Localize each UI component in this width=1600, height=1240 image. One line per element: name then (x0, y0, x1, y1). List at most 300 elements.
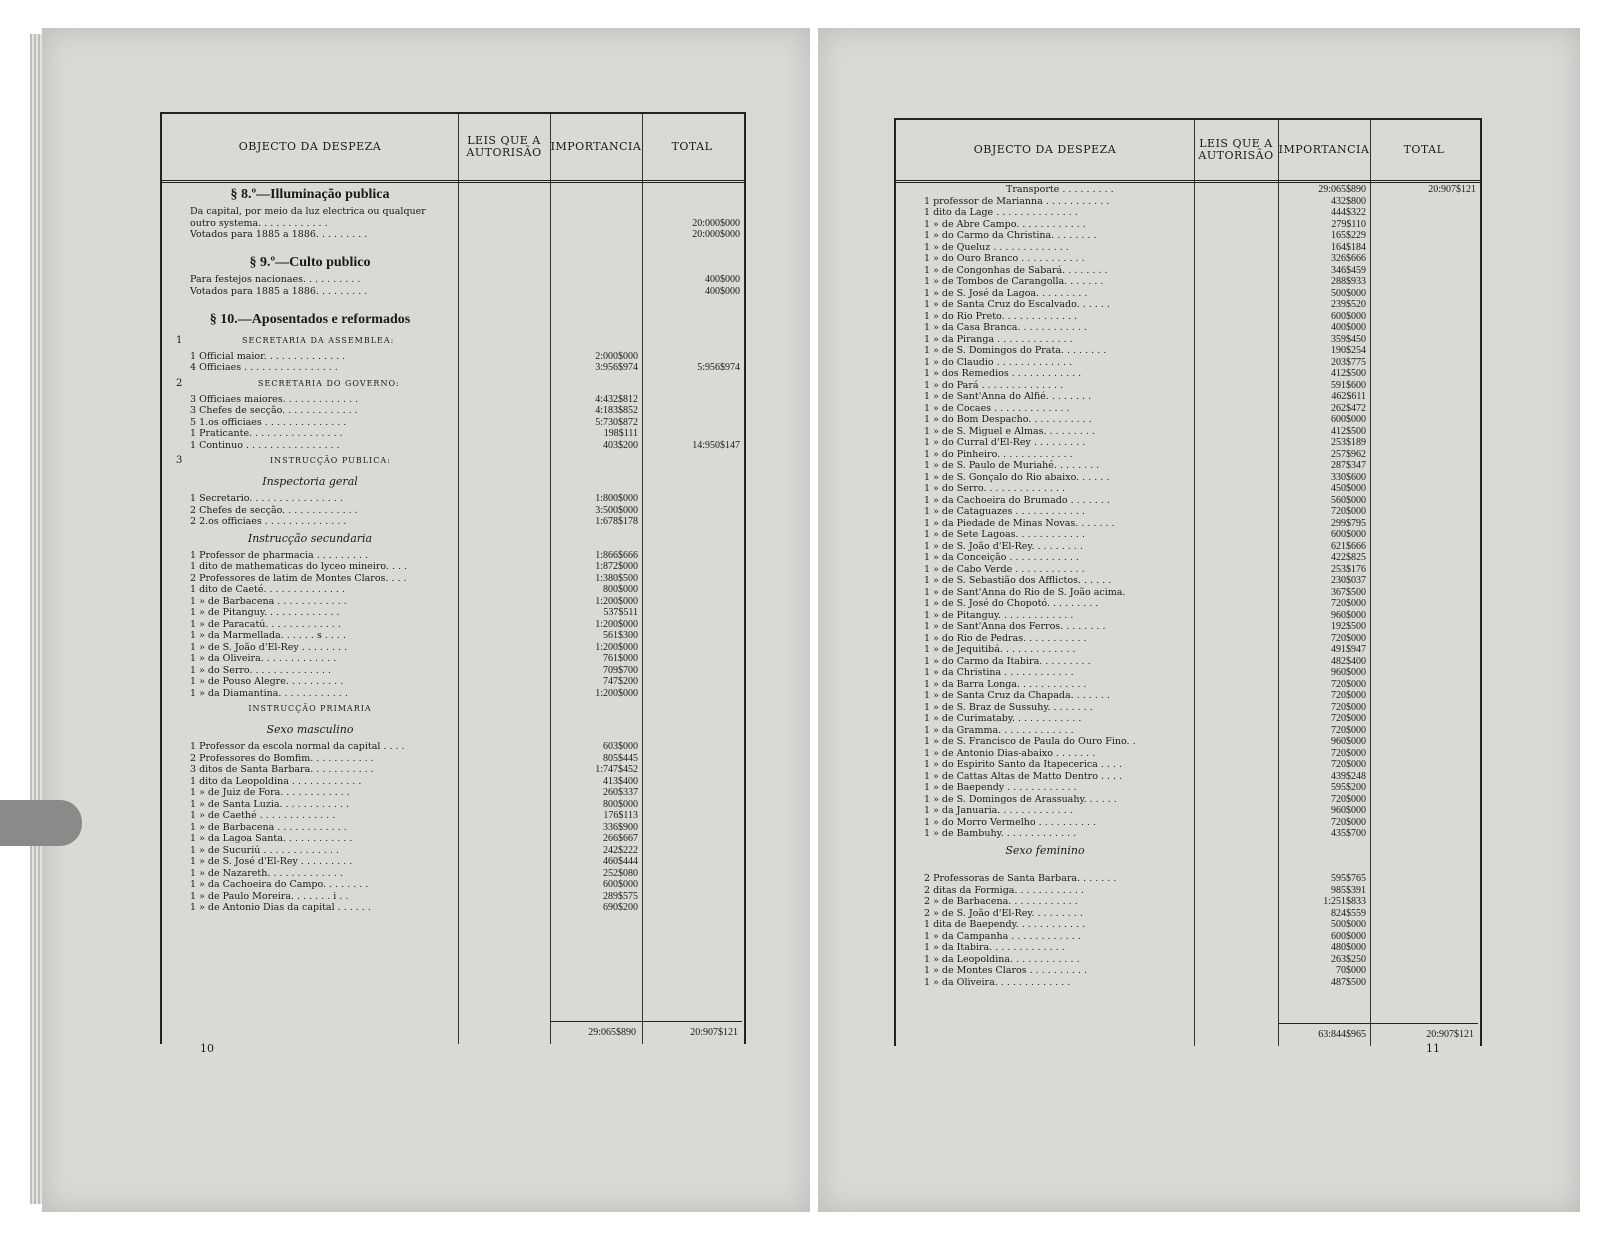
table-row (896, 472, 1480, 484)
table-row (162, 428, 744, 440)
row-description: 1 » de Cabo Verde . . . . . . . . . . . . (924, 563, 1085, 575)
row-description: 1 » de Jequitibá. . . . . . . . . . . . . (924, 644, 1076, 655)
row-importancia: 253$189 (1331, 437, 1366, 448)
row-importancia: 70$000 (1336, 965, 1366, 976)
row-description: 1 » da Diamantina. . . . . . . . . . . . (190, 687, 348, 699)
row-description: 4 Officiaes . . . . . . . . . . . . . . . . (190, 362, 338, 373)
row-description: 1 » de Santa Cruz da Chapada. . . . . . . (924, 690, 1110, 701)
row-importancia: 176$113 (603, 810, 638, 821)
row-importancia: 460$444 (603, 856, 638, 867)
row-description: 1 » de Barbacena . . . . . . . . . . . . (190, 595, 347, 607)
row-importancia: 262$472 (1331, 402, 1366, 414)
row-description: 2 Professoras de Santa Barbara. . . . . . . (924, 873, 1117, 884)
col-header-importancia: IMPORTANCIA (1278, 143, 1370, 156)
row-description: 1 » do Pinheiro. . . . . . . . . . . . . (924, 448, 1073, 460)
table-row (162, 607, 744, 619)
row-description: 2 2.os officiaes . . . . . . . . . . . . . . (190, 516, 347, 527)
row-importancia: 480$000 (1331, 942, 1366, 953)
row-importancia: 4:432$812 (595, 393, 638, 405)
row-importancia: 279$110 (1331, 218, 1366, 230)
row-importancia: 720$000 (1331, 506, 1366, 517)
table-row (162, 440, 744, 452)
col-header-importancia: IMPORTANCIA (550, 140, 642, 153)
table-row (162, 879, 744, 891)
table-row (162, 810, 744, 822)
sec9-line: Para festejos nacionaes. . . . . . . . . . (190, 274, 361, 285)
table-row (896, 391, 1480, 403)
table-row (896, 896, 1480, 908)
table-row (896, 311, 1480, 323)
row-importancia: 1:866$666 (595, 549, 638, 561)
row-description: 3 ditos de Santa Barbara. . . . . . . . . . . (190, 764, 374, 775)
row-importancia: 413$400 (603, 775, 638, 787)
row-description: 1 » de Paracatú. . . . . . . . . . . . . (190, 618, 341, 630)
row-importancia: 346$459 (1331, 264, 1366, 276)
row-description: 1 » do Pará . . . . . . . . . . . . . . (924, 379, 1064, 391)
table-row (896, 276, 1480, 288)
table-row (162, 417, 744, 429)
row-importancia: 367$500 (1331, 586, 1366, 598)
row-description: 1 » de Sant'Anna do Alfié. . . . . . . . (924, 391, 1092, 402)
row-importancia: 257$962 (1331, 448, 1366, 460)
transporte-label: Transporte . . . . . . . . . (1006, 184, 1114, 195)
row-description: 1 » da Piedade de Minas Novas. . . . . . . (924, 517, 1115, 529)
row-description: 1 » de Barbacena . . . . . . . . . . . . (190, 821, 347, 833)
table-row (162, 493, 744, 505)
row-description: 1 » de S. Domingos do Prata. . . . . . . . (924, 345, 1107, 356)
table-row (896, 817, 1480, 829)
left-expense-table (160, 112, 746, 1044)
row-importancia: 600$000 (1331, 310, 1366, 322)
row-importancia: 1:200$000 (595, 618, 638, 630)
row-description: 1 » do Serro. . . . . . . . . . . . . . (924, 483, 1066, 494)
row-description: 3 Chefes de secção. . . . . . . . . . . . . (190, 405, 358, 416)
table-row (162, 764, 744, 776)
table-row (896, 541, 1480, 553)
row-description: 1 » de Cattas Altas de Matto Dentro . . . . (924, 770, 1123, 782)
table-row (162, 822, 744, 834)
group-heading: SECRETARIA DO GOVERNO: (258, 378, 400, 388)
row-description: 2 » de Barbacena. . . . . . . . . . . . (924, 896, 1078, 907)
row-importancia: 595$765 (1331, 873, 1366, 884)
row-importancia: 287$347 (1331, 460, 1366, 471)
table-row (896, 748, 1480, 760)
table-row (162, 868, 744, 880)
row-description: 1 » de Sant'Anna dos Ferros. . . . . . . . (924, 621, 1106, 632)
row-importancia: 720$000 (1331, 690, 1366, 701)
row-importancia: 299$795 (1331, 517, 1366, 529)
row-description: 1 » de Abre Campo. . . . . . . . . . . . (924, 218, 1086, 230)
row-importancia: 709$700 (603, 664, 638, 676)
row-description: 1 » do Ouro Branco . . . . . . . . . . . (924, 253, 1085, 264)
table-row (162, 845, 744, 857)
right-expense-table (894, 118, 1482, 1046)
row-description: 5 1.os officiaes . . . . . . . . . . . . . . (190, 416, 347, 428)
row-description: 1 » de S. José d'El-Rey . . . . . . . . . (190, 856, 353, 867)
table-row (896, 771, 1480, 783)
row-importancia: 164$184 (1331, 241, 1366, 253)
row-importancia: 239$520 (1331, 299, 1366, 310)
row-importancia: 537$511 (603, 607, 638, 618)
row-description: 1 » do Curral d'El-Rey . . . . . . . . . (924, 437, 1086, 448)
table-row (162, 505, 744, 517)
table-row (896, 794, 1480, 806)
row-importancia: 482$400 (1331, 655, 1366, 667)
sec8-line: Votados para 1885 a 1886. . . . . . . . . (190, 229, 368, 240)
row-description: 2 Professores do Bomfim. . . . . . . . . . . (190, 752, 374, 764)
col-header-objecto: OBJECTO DA DESPEZA (238, 140, 382, 153)
table-row (162, 741, 744, 753)
row-importancia: 326$666 (1331, 253, 1366, 264)
row-description: 2 Chefes de secção. . . . . . . . . . . . . (190, 504, 358, 516)
row-description: 1 » de Pitanguy. . . . . . . . . . . . . (190, 607, 340, 618)
table-row (162, 676, 744, 688)
row-importancia: 165$229 (1331, 230, 1366, 241)
group-heading: SECRETARIA DA ASSEMBLEA: (242, 335, 395, 345)
row-description: 1 » de S. João d'El-Rey. . . . . . . . . (924, 540, 1083, 552)
table-row (162, 405, 744, 417)
table-row (896, 299, 1480, 311)
row-importancia: 203$775 (1331, 356, 1366, 368)
table-row (896, 782, 1480, 794)
table-row (896, 322, 1480, 334)
row-importancia: 720$000 (1331, 759, 1366, 770)
table-row (896, 437, 1480, 449)
row-importancia: 500$000 (1331, 287, 1366, 299)
row-importancia: 1:380$500 (595, 572, 638, 584)
row-description: 1 » de Tombos de Carangolla. . . . . . . (924, 276, 1104, 287)
row-description: 1 Continuo . . . . . . . . . . . . . . . . (190, 439, 340, 451)
table-row (896, 736, 1480, 748)
table-row (162, 799, 744, 811)
section-9-title: § 9.º—Culto publico (249, 255, 371, 270)
transporte-total: 20:907$121 (1428, 184, 1476, 195)
table-row (896, 931, 1480, 943)
row-importancia: 266$667 (603, 833, 638, 844)
table-row (896, 334, 1480, 346)
row-importancia: 444$322 (1331, 207, 1366, 218)
table-row (896, 873, 1480, 885)
row-importancia: 359$450 (1331, 333, 1366, 345)
row-description: 1 » de S. João d'El-Rey . . . . . . . . (190, 641, 348, 653)
row-description: 1 » da Piranga . . . . . . . . . . . . . (924, 333, 1073, 345)
table-row (896, 828, 1480, 840)
row-importancia: 422$825 (1331, 552, 1366, 563)
row-description: 1 dito de Caeté. . . . . . . . . . . . . . (190, 584, 345, 595)
page-sum-importancia: 63:844$965 (1318, 1029, 1366, 1040)
row-description: 1 » de S. Francisco de Paula do Ouro Fino. . (924, 736, 1136, 747)
table-row (896, 483, 1480, 495)
row-description: 1 » do Serro. . . . . . . . . . . . . . (190, 664, 332, 676)
group-number: 3 (176, 455, 184, 466)
table-row (896, 885, 1480, 897)
sec9-total-voted: 400$000 (705, 285, 740, 297)
row-description: 1 » de Sete Lagoas. . . . . . . . . . . . (924, 529, 1085, 540)
table-row (162, 753, 744, 765)
row-description: 1 » de Montes Claros . . . . . . . . . . (924, 965, 1088, 976)
row-description: 1 » de Congonhas de Sabará. . . . . . . . (924, 264, 1108, 276)
row-description: 1 professor de Marianna . . . . . . . . . . . (924, 195, 1110, 207)
table-row (896, 759, 1480, 771)
row-importancia: 600$000 (603, 879, 638, 890)
col-header-objecto: OBJECTO DA DESPEZA (973, 143, 1117, 156)
table-row (896, 368, 1480, 380)
row-description: 1 » de Caethé . . . . . . . . . . . . . (190, 810, 336, 821)
row-description: 1 » de Paulo Moreira. . . . . . . i . . (190, 890, 349, 902)
row-description: 1 » de Curimataby. . . . . . . . . . . . (924, 713, 1082, 724)
row-description: 1 » do Carmo da Christina. . . . . . . . (924, 230, 1097, 241)
right-table-body (896, 184, 1480, 988)
row-description: 1 » do Morro Vermelho . . . . . . . . . . (924, 816, 1097, 828)
sec9-line: Votados para 1885 a 1886. . . . . . . . . (190, 285, 368, 297)
row-importancia: 288$933 (1331, 276, 1366, 287)
table-header (162, 114, 744, 183)
row-description: 1 » da Oliveira. . . . . . . . . . . . . (190, 653, 337, 664)
row-importancia: 3:956$974 (595, 362, 638, 373)
row-description: 2 » de S. João d'El-Rey. . . . . . . . . (924, 907, 1083, 919)
row-description: 1 » de S. Braz de Sussuhy. . . . . . . . (924, 701, 1093, 713)
table-row (162, 891, 744, 903)
row-description: 1 » de Nazareth. . . . . . . . . . . . . (190, 867, 343, 879)
table-row (162, 630, 744, 642)
row-description: 1 » de Juiz de Fora. . . . . . . . . . . . (190, 787, 350, 798)
row-importancia: 960$000 (1331, 667, 1366, 678)
table-row (896, 977, 1480, 989)
row-importancia: 432$800 (1331, 195, 1366, 207)
table-row (162, 653, 744, 665)
row-description: 1 » de S. Miguel e Almas. . . . . . . . . (924, 425, 1095, 437)
row-description: 1 » da Januaria. . . . . . . . . . . . . (924, 805, 1073, 816)
table-row (162, 362, 744, 374)
row-importancia: 462$611 (1331, 391, 1366, 402)
row-description: 1 » de Santa Luzia. . . . . . . . . . . . (190, 798, 349, 810)
sum-rule (1278, 1023, 1370, 1024)
subsection-heading: Sexo masculino (266, 723, 354, 736)
section-8-title: § 8.º—Illuminação publica (230, 187, 390, 202)
page-sum-importancia: 29:065$890 (588, 1027, 636, 1038)
row-importancia: 412$500 (1331, 368, 1366, 379)
table-row (896, 380, 1480, 392)
row-importancia: 720$000 (1331, 598, 1366, 609)
row-importancia: 260$337 (603, 787, 638, 798)
row-description: 1 » da Oliveira. . . . . . . . . . . . . (924, 976, 1071, 988)
row-importancia: 720$000 (1331, 793, 1366, 805)
sum-rule (550, 1021, 642, 1022)
row-importancia: 600$000 (1331, 529, 1366, 540)
col-header-leis: LEIS QUE A AUTORISÃO (466, 134, 542, 159)
row-importancia: 621$666 (1331, 540, 1366, 552)
row-importancia: 336$900 (603, 821, 638, 833)
row-description: 2 ditas da Formiga. . . . . . . . . . . . (924, 884, 1084, 896)
table-row (896, 288, 1480, 300)
subsection-heading: Inspectoria geral (262, 475, 358, 488)
table-row (896, 518, 1480, 530)
page-sum-total: 20:907$121 (1426, 1029, 1474, 1040)
table-row (162, 833, 744, 845)
row-importancia: 561$300 (603, 630, 638, 641)
group-heading: INSTRUCÇÃO PRIMARIA (248, 704, 372, 713)
row-description: 1 » de Bambuhy. . . . . . . . . . . . . (924, 828, 1077, 839)
sum-rule (1370, 1023, 1478, 1024)
row-importancia: 720$000 (1331, 701, 1366, 713)
row-description: 1 » de Antonio Dias da capital . . . . . . (190, 902, 371, 913)
row-importancia: 720$000 (1331, 713, 1366, 724)
table-row (896, 552, 1480, 564)
row-total: 5:956$974 (697, 362, 740, 373)
table-row (162, 596, 744, 608)
row-importancia: 1:747$452 (595, 764, 638, 775)
sec8-line: Da capital, por meio da luz electrica ou qualquer (190, 206, 426, 217)
table-row (896, 713, 1480, 725)
row-importancia: 560$000 (1331, 494, 1366, 506)
page-number: 11 (1426, 1042, 1440, 1055)
table-row (896, 506, 1480, 518)
table-row (896, 679, 1480, 691)
row-description: 1 dita de Baependy. . . . . . . . . . . . (924, 919, 1086, 930)
row-importancia: 603$000 (603, 741, 638, 752)
row-description: 1 » do Bom Despacho. . . . . . . . . . . (924, 414, 1092, 425)
table-row (162, 561, 744, 573)
row-description: 2 Professores de latim de Montes Claros. . . . (190, 572, 407, 584)
row-importancia: 805$445 (603, 752, 638, 764)
row-importancia: 190$254 (1331, 345, 1366, 356)
row-description: 1 » da Leopoldina. . . . . . . . . . . . (924, 953, 1080, 965)
row-description: 3 Officiaes maiores. . . . . . . . . . . . . (190, 393, 359, 405)
page-number: 10 (200, 1042, 214, 1055)
row-importancia: 252$080 (603, 867, 638, 879)
row-importancia: 600$000 (1331, 414, 1366, 425)
row-importancia: 960$000 (1331, 805, 1366, 816)
table-row (896, 725, 1480, 737)
row-importancia: 720$000 (1331, 724, 1366, 736)
row-importancia: 1:800$000 (595, 493, 638, 504)
table-row (896, 633, 1480, 645)
row-importancia: 1:872$000 (595, 561, 638, 572)
table-row (896, 230, 1480, 242)
row-description: 1 » da Campanha . . . . . . . . . . . . (924, 930, 1081, 942)
table-row (896, 575, 1480, 587)
row-description: 1 » de S. Sebastião dos Afflictos. . . . . . (924, 575, 1112, 586)
table-row (896, 449, 1480, 461)
row-importancia: 720$000 (1331, 632, 1366, 644)
row-description: 1 » da Christina . . . . . . . . . . . . (924, 667, 1074, 678)
row-description: 1 » de S. José do Chopotó. . . . . . . . . (924, 598, 1099, 609)
row-importancia: 960$000 (1331, 736, 1366, 747)
row-description: 1 » do Rio de Pedras. . . . . . . . . . . (924, 632, 1087, 644)
table-row (162, 787, 744, 799)
row-importancia: 591$600 (1331, 379, 1366, 391)
row-importancia: 985$391 (1331, 884, 1366, 896)
row-importancia: 1:200$000 (595, 595, 638, 607)
row-description: 1 » de Baependy . . . . . . . . . . . . (924, 782, 1077, 793)
row-importancia: 500$000 (1331, 919, 1366, 930)
row-total: 14:950$147 (692, 439, 740, 451)
row-description: 1 Praticante. . . . . . . . . . . . . . . . (190, 428, 343, 439)
table-row (896, 357, 1480, 369)
group-number: 2 (176, 377, 184, 389)
row-importancia: 800$000 (603, 584, 638, 595)
row-importancia: 253$176 (1331, 563, 1366, 575)
row-description: 1 » do Carmo da Itabira. . . . . . . . . (924, 655, 1091, 667)
row-importancia: 600$000 (1331, 930, 1366, 942)
table-row (896, 805, 1480, 817)
row-description: 1 dito de mathematicas do lyceo mineiro. . . . (190, 561, 408, 572)
table-row (896, 610, 1480, 622)
table-row (162, 856, 744, 868)
subsection-heading: Instrucção secundaria (247, 531, 373, 545)
row-description: 1 Official maior. . . . . . . . . . . . . . (190, 350, 346, 362)
row-description: 1 » de S. Paulo de Muriahé. . . . . . . . (924, 460, 1100, 471)
row-importancia: 1:678$178 (595, 516, 638, 527)
row-description: 1 » de Sant'Anna do Rio de S. João acima. (924, 586, 1126, 598)
table-row (162, 394, 744, 406)
group-heading: INSTRUCÇÃO PUBLICA: (270, 456, 391, 465)
table-row (896, 460, 1480, 472)
table-row (162, 665, 744, 677)
table-row (896, 690, 1480, 702)
table-row (896, 942, 1480, 954)
row-importancia: 403$200 (603, 439, 638, 451)
table-row (896, 207, 1480, 219)
table-row (162, 688, 744, 700)
row-description: 1 » da Itabira. . . . . . . . . . . . . (924, 942, 1065, 953)
row-description: 1 » da Cachoeira do Brumado . . . . . . . (924, 494, 1110, 506)
row-importancia: 1:251$833 (1323, 896, 1366, 907)
row-description: 1 dito da Leopoldina . . . . . . . . . . . . (190, 775, 362, 787)
sec8-total: 20:000$000 (692, 217, 740, 229)
table-row (896, 426, 1480, 438)
row-description: 1 Professor de pharmacia . . . . . . . . . (190, 549, 369, 561)
row-description: 1 » de S. Domingos de Arassuahy. . . . . . (924, 793, 1117, 805)
row-description: 1 » de Pouso Alegre. . . . . . . . . . (190, 676, 344, 687)
table-row (162, 516, 744, 528)
table-row (896, 621, 1480, 633)
table-row (896, 965, 1480, 977)
row-description: 1 » da Conceição . . . . . . . . . . . . (924, 552, 1079, 563)
row-importancia: 5:730$872 (595, 416, 638, 428)
table-row (162, 902, 744, 914)
row-description: 1 » dos Remedios . . . . . . . . . . . . (924, 368, 1082, 379)
transporte-importancia: 29:065$890 (1318, 184, 1366, 195)
sec8-total-voted: 20:000$000 (692, 229, 740, 240)
table-row (896, 667, 1480, 679)
table-row (896, 908, 1480, 920)
sec8-line: outro systema. . . . . . . . . . . . (190, 217, 328, 229)
row-importancia: 761$000 (603, 653, 638, 664)
row-description: 1 Professor da escola normal da capital . . . . (190, 741, 405, 752)
table-row (896, 345, 1480, 357)
row-importancia: 690$200 (603, 902, 638, 913)
table-row (896, 219, 1480, 231)
table-row (896, 702, 1480, 714)
sum-rule (642, 1021, 742, 1022)
row-importancia: 595$200 (1331, 782, 1366, 793)
table-row (896, 598, 1480, 610)
row-importancia: 198$111 (603, 428, 638, 439)
row-importancia: 2:000$000 (595, 350, 638, 362)
row-importancia: 230$037 (1331, 575, 1366, 586)
table-row (896, 196, 1480, 208)
row-importancia: 3:500$000 (595, 504, 638, 516)
row-importancia: 960$000 (1331, 609, 1366, 621)
row-description: 1 » da Casa Branca. . . . . . . . . . . . (924, 322, 1087, 333)
row-importancia: 435$700 (1331, 828, 1366, 839)
row-description: 1 » de Cataguazes . . . . . . . . . . . . (924, 506, 1085, 517)
row-description: 1 » do Rio Preto. . . . . . . . . . . . . (924, 310, 1078, 322)
col-header-total: TOTAL (1403, 143, 1445, 156)
table-row (896, 414, 1480, 426)
row-description: 1 » do Espirito Santo da Itapecerica . . . . (924, 759, 1122, 770)
